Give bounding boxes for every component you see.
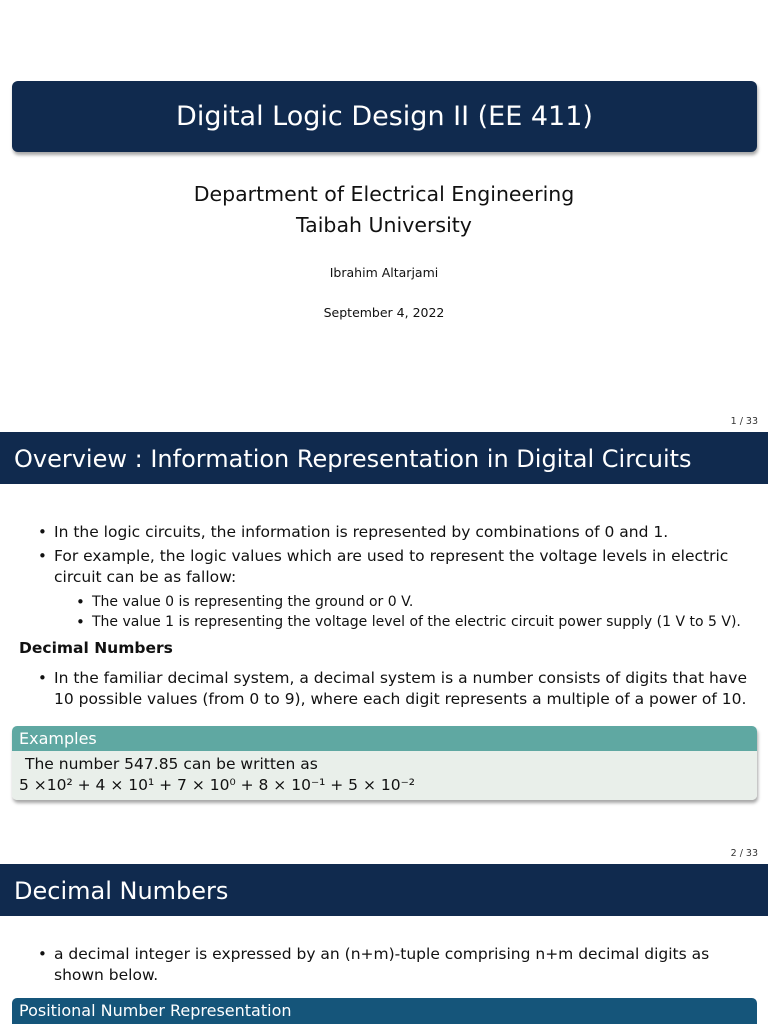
bullet-list <box>36 522 756 588</box>
examples-block-body <box>12 751 757 800</box>
example-text: The number 547.85 can be written as <box>25 755 318 773</box>
decimal-numbers-slide <box>0 864 768 1024</box>
list-item: • In the logic circuits, the information is represented by combinations of 0 and 1. <box>38 523 669 541</box>
bullet-dot-icon: • <box>38 523 47 541</box>
bullet-dot-icon: • <box>38 547 47 565</box>
page-number: 2 / 33 <box>730 848 758 859</box>
bullet-dot-icon: • <box>76 613 85 631</box>
list-item: • The value 0 is representing the ground or 0 V. <box>76 593 414 611</box>
bullet-dot-icon: • <box>38 945 47 963</box>
section-heading: Decimal Numbers <box>19 639 173 657</box>
list-item: • The value 1 is representing the voltage level of the electric circuit power supply (1 V to 5 V). <box>76 613 741 631</box>
list-item: • For example, the logic values which are used to represent the voltage levels in electric circuit can be as fallow: <box>38 547 729 586</box>
list-item: • In the familiar decimal system, a decimal system is a number consists of digits that have 10 possible values (from 0 to 9), where each digit represents a multiple of a power of 10. <box>38 669 747 708</box>
overview-slide <box>0 432 768 864</box>
presentation-date: September 4, 2022 <box>323 305 445 320</box>
bullet-dot-icon: • <box>38 669 47 687</box>
examples-block-title: Examples <box>12 726 757 751</box>
bullet-list <box>36 944 726 986</box>
department-name: Department of Electrical Engineering <box>193 182 575 206</box>
presentation-title: Digital Logic Design II (EE 411) <box>12 81 757 152</box>
title-slide <box>0 0 768 432</box>
frame-title: Decimal Numbers <box>0 864 768 916</box>
list-item: • a decimal integer is expressed by an (n+m)-tuple comprising n+m decimal digits as shown below. <box>38 945 710 984</box>
sub-bullet-list <box>74 593 764 632</box>
bullet-list <box>36 668 756 710</box>
university-name: Taibah University <box>296 213 472 237</box>
page-number: 1 / 33 <box>730 416 758 427</box>
author-name: Ibrahim Altarjami <box>329 265 439 280</box>
frame-title: Overview : Information Representation in Digital Circuits <box>0 432 768 484</box>
examples-block <box>12 726 757 800</box>
positional-block-title: Positional Number Representation <box>12 998 757 1024</box>
bullet-dot-icon: • <box>76 593 85 611</box>
example-formula: 5 ×10² + 4 × 10¹ + 7 × 10⁰ + 8 × 10⁻¹ + 5 × 10⁻² <box>19 776 415 794</box>
